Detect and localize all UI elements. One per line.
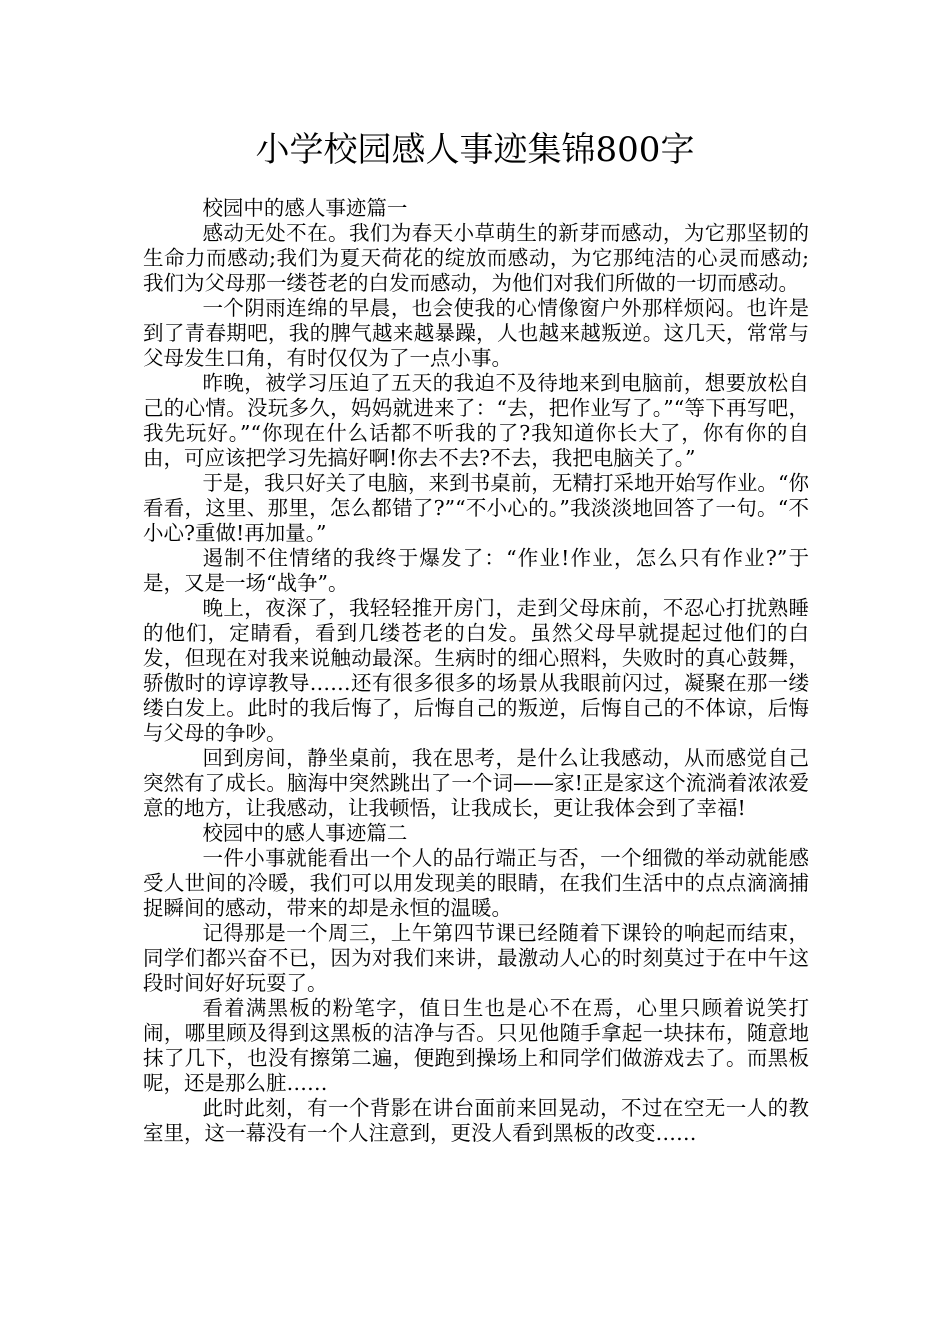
section-heading-2: 校园中的感人事迹篇二 <box>202 821 408 845</box>
document-body <box>143 196 809 1146</box>
paragraph: 看着满黑板的粉笔字，值日生也是心不在焉，心里只顾着说笑打闹，哪里顾及得到这黑板的洁净与否。只见他随手拿起一块抹布，随意地抹了几下，也没有擦第二遍，便跑到操场上和同学们做游戏去了。而黑板呢，还是那么脏…… <box>143 996 809 1095</box>
document-title: 小学校园感人事迹集锦800字 <box>255 130 695 170</box>
paragraph: 于是，我只好关了电脑，来到书桌前，无精打采地开始写作业。“你看看，这里、那里，怎么都错了?”“不小心的。”我淡淡地回答了一句。“不小心?重做!再加量。” <box>143 471 809 545</box>
paragraph: 记得那是一个周三，上午第四节课已经随着下课铃的响起而结束，同学们都兴奋不已，因为对我们来讲，最激动人心的时刻莫过于在中午这段时间好好玩耍了。 <box>143 921 809 995</box>
paragraph: 昨晚，被学习压迫了五天的我迫不及待地来到电脑前，想要放松自己的心情。没玩多久，妈妈就进来了：“去，把作业写了。”“等下再写吧，我先玩好。”“你现在什么话都不听我的了?我知道你长大了，你有你的自由，可应该把学习先搞好啊!你去不去?不去，我把电脑关了。” <box>143 371 809 470</box>
paragraph: 回到房间，静坐桌前，我在思考，是什么让我感动，从而感觉自己突然有了成长。脑海中突然跳出了一个词——家!正是家这个流淌着浓浓爱意的地方，让我感动，让我顿悟，让我成长，更让我体会到了幸福! <box>143 746 809 820</box>
paragraph: 此时此刻，有一个背影在讲台面前来回晃动，不过在空无一人的教室里，这一幕没有一个人注意到，更没人看到黑板的改变…… <box>143 1096 809 1145</box>
paragraph: 感动无处不在。我们为春天小草萌生的新芽而感动，为它那坚韧的生命力而感动;我们为夏天荷花的绽放而感动，为它那纯洁的心灵而感动;我们为父母那一缕苍老的白发而感动，为他们对我们所做的一切而感动。 <box>143 221 809 295</box>
paragraph: 遏制不住情绪的我终于爆发了：“作业!作业，怎么只有作业?”于是，又是一场“战争”。 <box>143 546 809 595</box>
paragraph: 一个阴雨连绵的早晨，也会使我的心情像窗户外那样烦闷。也许是到了青春期吧，我的脾气越来越暴躁，人也越来越叛逆。这几天，常常与父母发生口角，有时仅仅为了一点小事。 <box>143 296 809 370</box>
section-heading-1: 校园中的感人事迹篇一 <box>202 196 408 220</box>
paragraph: 晚上，夜深了，我轻轻推开房门，走到父母床前，不忍心打扰熟睡的他们，定睛看，看到几缕苍老的白发。虽然父母早就提起过他们的白发，但现在对我来说触动最深。生病时的细心照料，失败时的真心鼓舞，骄傲时的谆谆教导……还有很多很多的场景从我眼前闪过，凝聚在那一缕缕白发上。此时的我后悔了，后悔自己的叛逆，后悔自己的不体谅，后悔与父母的争吵。 <box>143 596 809 745</box>
paragraph: 一件小事就能看出一个人的品行端正与否，一个细微的举动就能感受人世间的冷暖，我们可以用发现美的眼睛，在我们生活中的点点滴滴捕捉瞬间的感动，带来的却是永恒的温暖。 <box>143 846 809 920</box>
